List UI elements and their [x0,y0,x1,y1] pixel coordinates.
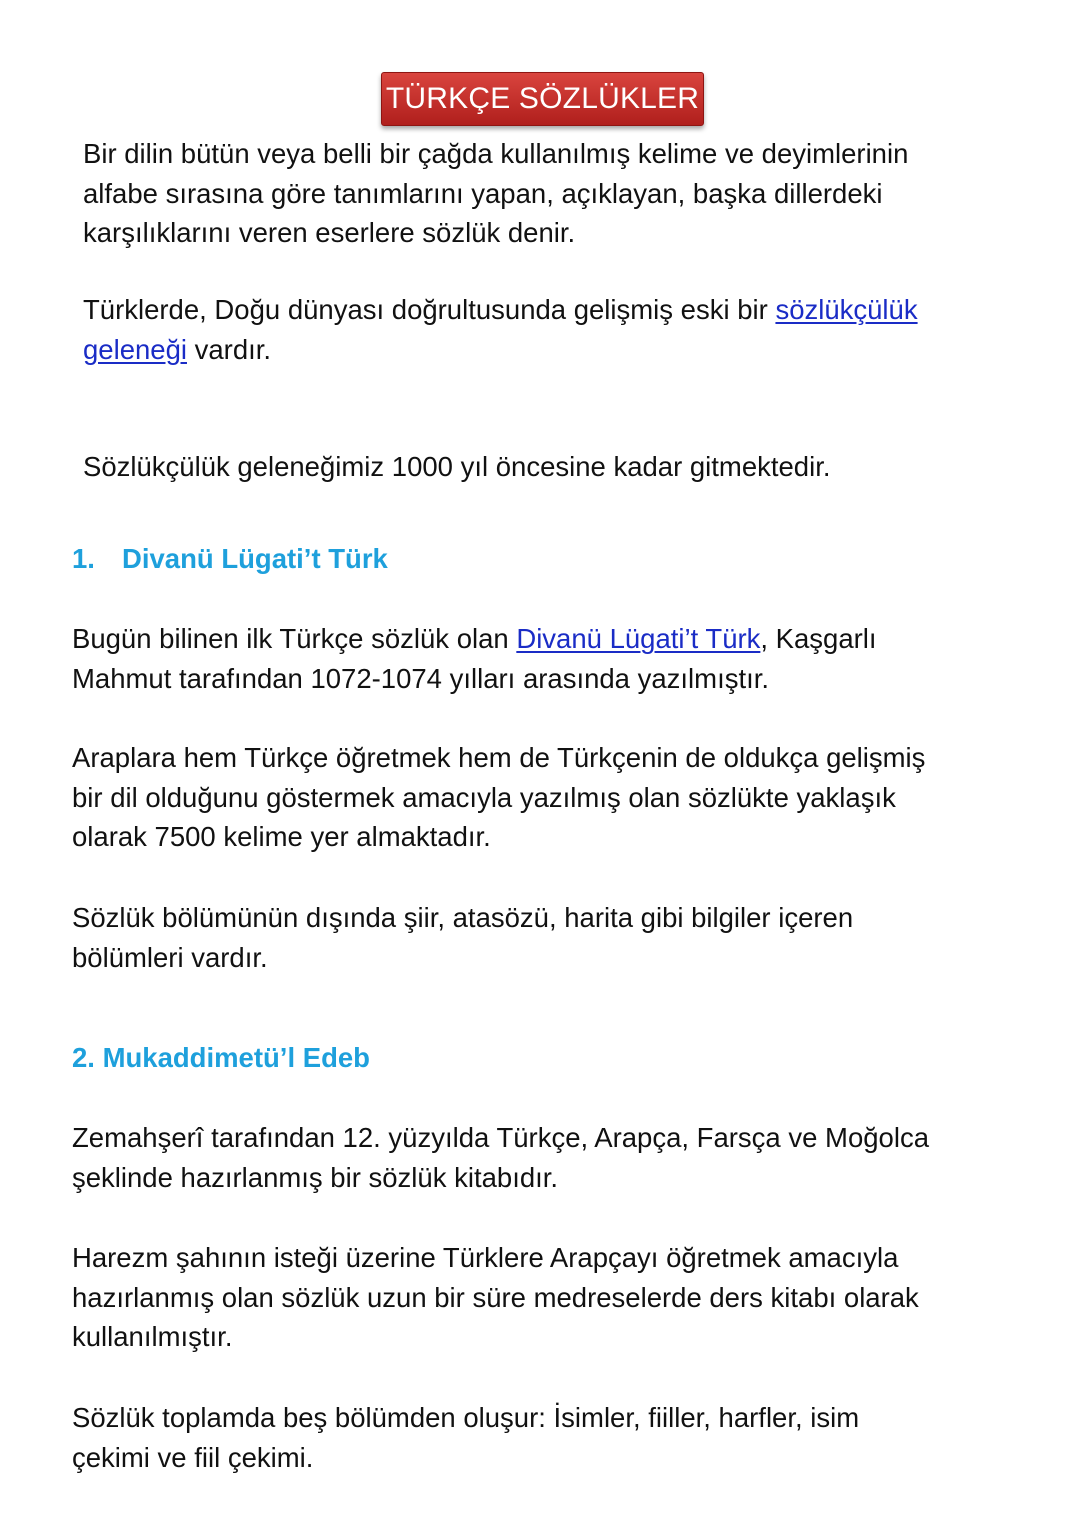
divanu-lugatit-turk-link[interactable]: Divanü Lügati’t Türk [516,623,761,654]
text-line: şeklinde hazırlanmış bir sözlük kitabıdır. [72,1161,559,1193]
intro-history-paragraph [83,447,831,487]
text-line: hazırlanmış olan sözlük uzun bir süre medreselerde ders kitabı olarak [72,1281,919,1313]
text-segment: Bugün bilinen ilk Türkçe sözlük olan [72,623,517,654]
page-title: TÜRKÇE SÖZLÜKLER [381,72,704,126]
section-1-heading [72,539,388,579]
section-1-paragraph-3 [72,898,853,977]
text-line: bölümleri vardır. [72,941,268,973]
gelenegi-link[interactable]: geleneği [83,333,187,365]
section-2-heading [72,1038,370,1078]
text-line: Zemahşerî tarafından 12. yüzyılda Türkçe, Arapça, Farsça ve Moğolca [72,1122,929,1153]
text-line: kullanılmıştır. [72,1321,233,1352]
text-line: alfabe sırasına göre tanımlarını yapan, açıklayan, başka dillerdeki [83,177,883,209]
text-line: çekimi ve fiil çekimi. [72,1441,314,1473]
section-1-paragraph-1 [72,619,877,698]
text-line: bir dil olduğunu göstermek amacıyla yazılmış olan sözlükte yaklaşık [72,781,896,813]
text-segment: Türklerde, Doğu dünyası doğrultusunda gelişmiş eski bir [83,294,776,325]
text-line: karşılıklarını veren eserlere sözlük denir. [83,217,576,248]
text-line: olarak 7500 kelime yer almaktadır. [72,821,491,852]
text-line [83,290,918,330]
text-line: Araplara hem Türkçe öğretmek hem de Türkçenin de oldukça gelişmiş [72,742,926,773]
section-2-paragraph-3 [72,1398,859,1477]
text-line: Harezm şahının isteği üzerine Türklere Arapçayı öğretmek amacıyla [72,1242,899,1273]
intro-tradition-paragraph [83,290,918,369]
section-2-title: 2. Mukaddimetü’l Edeb [72,1042,370,1073]
text-line: Bir dilin bütün veya belli bir çağda kullanılmış kelime ve deyimlerinin [83,138,909,169]
sozlukculuk-link[interactable]: sözlükçülük [775,294,918,325]
text-line: Sözlük bölümünün dışında şiir, atasözü, harita gibi bilgiler içeren [72,902,854,933]
text-line [83,330,918,370]
text-line: Sözlük toplamda beş bölümden oluşur: İsimler, fiiller, harfler, isim [72,1402,860,1433]
text-line: Mahmut tarafından 1072-1074 yılları arasında yazılmıştır. [72,662,770,694]
intro-definition-paragraph [83,134,908,253]
section-1-title: Divanü Lügati’t Türk [122,543,388,574]
section-1-paragraph-2 [72,738,925,857]
text-line: Sözlükçülük geleneğimiz 1000 yıl öncesine kadar gitmektedir. [83,451,831,482]
section-1-number: 1. [72,543,95,574]
text-segment: , Kaşgarlı [760,623,877,654]
section-2-paragraph-2 [72,1238,919,1357]
section-2-paragraph-1 [72,1118,929,1197]
text-line [72,619,877,659]
text-segment: vardır. [186,333,272,365]
